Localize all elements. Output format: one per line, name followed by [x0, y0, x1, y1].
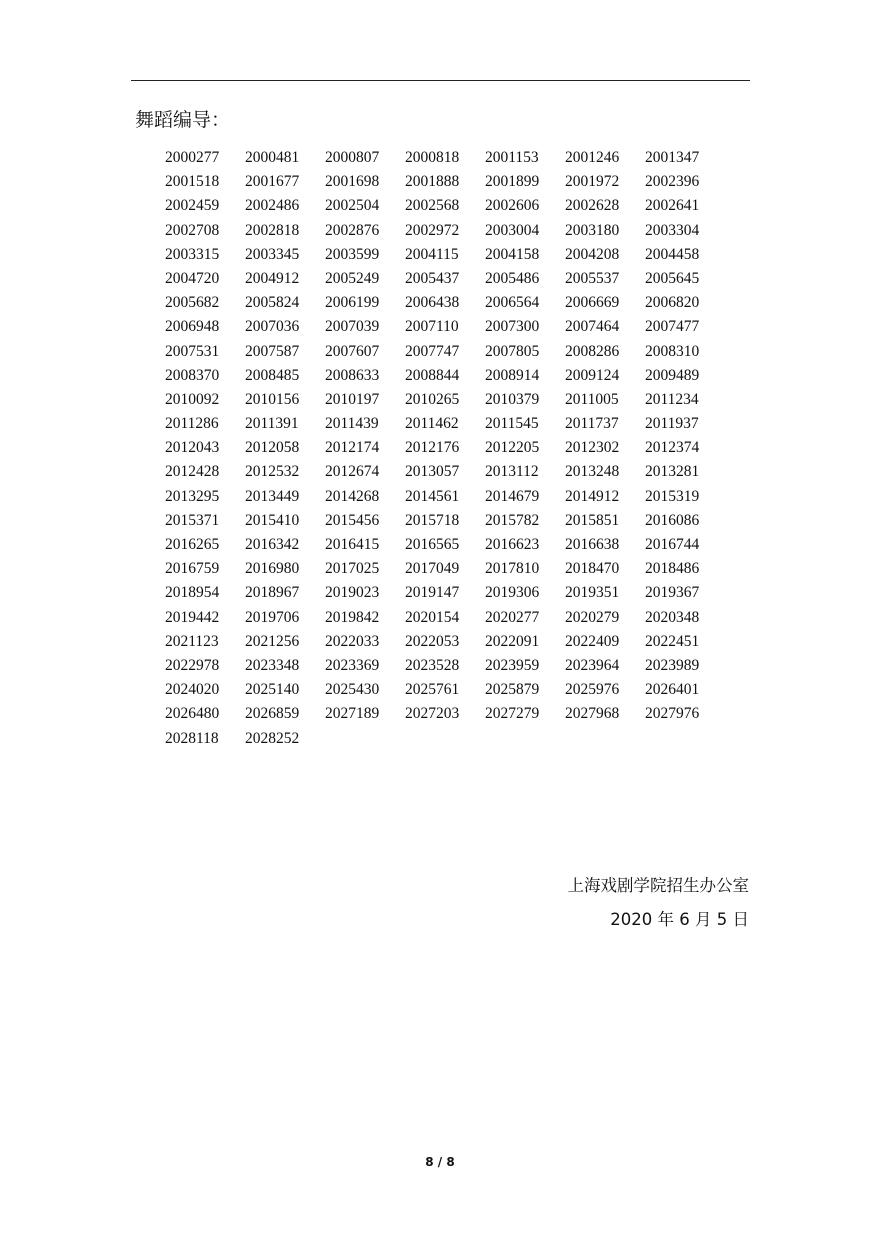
- number-item: 2006669: [565, 294, 620, 312]
- number-item: 2016623: [485, 536, 540, 553]
- number-item: 2022451: [645, 632, 700, 650]
- number-item: 2016744: [645, 536, 700, 553]
- number-item: 2001698: [325, 173, 380, 191]
- number-item: 2000481: [245, 149, 300, 166]
- header-rule: [131, 80, 750, 81]
- number-item: 2013057: [405, 463, 460, 481]
- number-item: 2026480: [165, 705, 220, 723]
- number-item: 2013295: [165, 487, 220, 505]
- number-item: 2015851: [565, 511, 620, 529]
- number-item: 2001972: [565, 173, 620, 191]
- number-item: 2001347: [645, 149, 700, 166]
- number-item: 2013112: [485, 463, 539, 481]
- number-item: 2006438: [405, 294, 460, 312]
- number-item: 2004115: [405, 245, 459, 263]
- page-number: 8 / 8: [425, 1155, 455, 1169]
- number-item: 2010379: [485, 390, 540, 408]
- number-item: 2018954: [165, 584, 220, 602]
- number-item: 2002459: [165, 197, 220, 215]
- number-item: 2004208: [565, 245, 620, 263]
- number-item: 2007805: [485, 342, 540, 360]
- number-item: 2020348: [645, 608, 700, 626]
- number-item: 2011286: [165, 415, 219, 433]
- number-item: 2009124: [565, 366, 620, 384]
- number-item: 2013449: [245, 487, 300, 505]
- number-item: 2014268: [325, 487, 380, 505]
- number-item: 2028118: [165, 729, 219, 747]
- number-item: 2023369: [325, 656, 380, 674]
- number-item: 2010156: [245, 390, 300, 408]
- number-item: 2002568: [405, 197, 460, 215]
- number-item: 2012043: [165, 439, 220, 457]
- number-item: 2004458: [645, 245, 700, 263]
- number-item: 2021256: [245, 632, 300, 650]
- number-item: 2011234: [645, 390, 699, 408]
- number-item: 2002396: [645, 173, 700, 191]
- number-item: 2016265: [165, 536, 220, 553]
- number-item: 2027968: [565, 705, 620, 723]
- number-item: 2000807: [325, 149, 380, 166]
- number-item: 2001899: [485, 173, 540, 191]
- number-item: 2006820: [645, 294, 700, 312]
- number-item: 2001153: [485, 149, 539, 166]
- number-item: 2012374: [645, 439, 700, 457]
- number-item: 2011391: [245, 415, 299, 433]
- number-item: 2027203: [405, 705, 460, 723]
- number-item: 2016086: [645, 511, 700, 529]
- number-item: 2012532: [245, 463, 300, 481]
- number-item: 2006199: [325, 294, 380, 312]
- number-item: 2011005: [565, 390, 619, 408]
- number-item: 2019306: [485, 584, 540, 602]
- number-item: 2020279: [565, 608, 620, 626]
- number-item: 2022053: [405, 632, 460, 650]
- number-item: 2015456: [325, 511, 380, 529]
- number-item: 2004720: [165, 269, 220, 287]
- number-item: 2006564: [485, 294, 540, 312]
- number-item: 2003180: [565, 221, 620, 239]
- number-item: 2023964: [565, 656, 620, 674]
- number-item: 2025430: [325, 681, 380, 699]
- number-item: 2025976: [565, 681, 620, 699]
- number-item: 2016415: [325, 536, 380, 553]
- number-item: 2012176: [405, 439, 460, 457]
- number-item: 2018486: [645, 560, 700, 578]
- number-item: 2024020: [165, 681, 220, 699]
- number-item: 2005537: [565, 269, 620, 287]
- number-item: 2007587: [245, 342, 300, 360]
- issuing-office: 上海戏剧学院招生办公室: [567, 876, 749, 895]
- number-item: 2025879: [485, 681, 540, 699]
- number-item: 2019023: [325, 584, 380, 602]
- number-item: 2000277: [165, 149, 220, 166]
- number-item: 2012674: [325, 463, 380, 481]
- number-item: 2014561: [405, 487, 460, 505]
- number-item: 2005437: [405, 269, 460, 287]
- number-item: 2016342: [245, 536, 300, 553]
- number-item: 2008310: [645, 342, 700, 360]
- number-item: 2008485: [245, 366, 300, 384]
- number-item: 2013248: [565, 463, 620, 481]
- number-item: 2003004: [485, 221, 540, 239]
- number-item: 2019706: [245, 608, 300, 626]
- number-item: 2007607: [325, 342, 380, 360]
- number-item: 2012174: [325, 439, 380, 457]
- number-item: 2015782: [485, 511, 540, 529]
- number-item: 2004158: [485, 245, 540, 263]
- number-item: 2027976: [645, 705, 700, 723]
- number-item: 2023348: [245, 656, 300, 674]
- number-item: 2017025: [325, 560, 380, 578]
- number-item: 2005682: [165, 294, 220, 312]
- number-item: 2003304: [645, 221, 700, 239]
- number-item: 2010265: [405, 390, 460, 408]
- number-item: 2025761: [405, 681, 460, 699]
- number-item: 2008633: [325, 366, 380, 384]
- number-item: 2007464: [565, 318, 620, 336]
- number-item: 2023528: [405, 656, 460, 674]
- number-item: 2006948: [165, 318, 220, 336]
- number-item: 2003345: [245, 245, 300, 263]
- number-item: 2012302: [565, 439, 620, 457]
- number-item: 2012428: [165, 463, 220, 481]
- number-item: 2016565: [405, 536, 460, 553]
- number-item: 2017049: [405, 560, 460, 578]
- number-item: 2007300: [485, 318, 540, 336]
- number-item: 2012058: [245, 439, 300, 457]
- number-item: 2023989: [645, 656, 700, 674]
- number-item: 2002972: [405, 221, 460, 239]
- number-item: 2019147: [405, 584, 460, 602]
- number-item: 2016638: [565, 536, 620, 553]
- number-item: 2011937: [645, 415, 699, 433]
- number-item: 2015371: [165, 511, 220, 529]
- number-item: 2010197: [325, 390, 380, 408]
- number-item: 2022033: [325, 632, 380, 650]
- number-item: 2003599: [325, 245, 380, 263]
- number-item: 2011462: [405, 415, 459, 433]
- number-item: 2002628: [565, 197, 620, 215]
- number-item: 2002876: [325, 221, 380, 239]
- number-item: 2016980: [245, 560, 300, 578]
- number-item: 2007036: [245, 318, 300, 336]
- number-item: 2025140: [245, 681, 300, 699]
- number-item: 2002606: [485, 197, 540, 215]
- number-item: 2007477: [645, 318, 700, 336]
- number-item: 2004912: [245, 269, 300, 287]
- number-item: 2021123: [165, 632, 219, 650]
- number-item: 2022091: [485, 632, 540, 650]
- number-item: 2015319: [645, 487, 700, 505]
- number-item: 2019351: [565, 584, 620, 602]
- number-item: 2007039: [325, 318, 380, 336]
- number-item: 2019367: [645, 584, 700, 602]
- number-item: 2005824: [245, 294, 300, 312]
- number-item: 2026401: [645, 681, 700, 699]
- number-item: 2011545: [485, 415, 539, 433]
- number-item: 2008844: [405, 366, 460, 384]
- number-item: 2018967: [245, 584, 300, 602]
- number-item: 2027279: [485, 705, 540, 723]
- number-item: 2005249: [325, 269, 380, 287]
- issue-date: 2020 年 6 月 5 日: [610, 910, 749, 929]
- number-item: 2003315: [165, 245, 220, 263]
- number-item: 2007747: [405, 342, 460, 360]
- number-item: 2001677: [245, 173, 300, 191]
- number-item: 2015410: [245, 511, 300, 529]
- number-item: 2001518: [165, 173, 220, 191]
- number-item: 2007531: [165, 342, 220, 360]
- number-item: 2005486: [485, 269, 540, 287]
- number-item: 2002641: [645, 197, 700, 215]
- number-item: 2007110: [405, 318, 459, 336]
- number-item: 2014912: [565, 487, 620, 505]
- number-item: 2020277: [485, 608, 540, 626]
- number-item: 2019842: [325, 608, 380, 626]
- number-item: 2002486: [245, 197, 300, 215]
- number-item: 2015718: [405, 511, 460, 529]
- number-item: 2001246: [565, 149, 620, 166]
- section-title: 舞蹈编导：: [135, 109, 231, 131]
- number-item: 2001888: [405, 173, 460, 191]
- number-item: 2012205: [485, 439, 540, 457]
- number-item: 2027189: [325, 705, 380, 723]
- number-item: 2013281: [645, 463, 700, 481]
- number-item: 2028252: [245, 729, 300, 747]
- number-item: 2000818: [405, 149, 460, 166]
- number-item: 2002504: [325, 197, 380, 215]
- number-item: 2008370: [165, 366, 220, 384]
- number-item: 2011439: [325, 415, 379, 433]
- admission-number-list: [165, 146, 725, 751]
- number-item: 2023959: [485, 656, 540, 674]
- number-item: 2020154: [405, 608, 460, 626]
- number-item: 2019442: [165, 608, 220, 626]
- number-item: 2022978: [165, 656, 220, 674]
- number-item: 2026859: [245, 705, 300, 723]
- number-item: 2014679: [485, 487, 540, 505]
- number-item: 2008914: [485, 366, 540, 384]
- number-item: 2010092: [165, 390, 220, 408]
- number-item: 2002708: [165, 221, 220, 239]
- number-item: 2022409: [565, 632, 620, 650]
- number-item: 2017810: [485, 560, 540, 578]
- number-item: 2018470: [565, 560, 620, 578]
- number-item: 2009489: [645, 366, 700, 384]
- number-item: 2008286: [565, 342, 620, 360]
- number-item: 2011737: [565, 415, 619, 433]
- number-item: 2002818: [245, 221, 300, 239]
- number-item: 2005645: [645, 269, 700, 287]
- number-item: 2016759: [165, 560, 220, 578]
